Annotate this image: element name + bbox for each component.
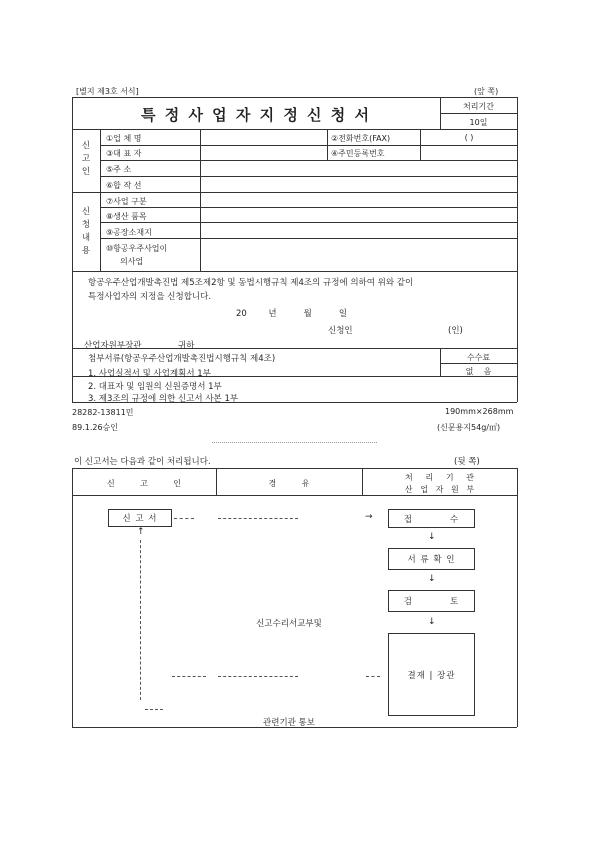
fee-value: 없 음 (465, 367, 492, 376)
flow-decision-box: 결재 | 장관 (388, 633, 475, 716)
address-label: ⑤주 소 (106, 165, 132, 174)
flow-check-box: 서 류 확 인 (388, 548, 475, 570)
factory-location-label: ⑨공장소재지 (106, 228, 152, 237)
flow-review-box: 검 토 (388, 590, 475, 612)
front-side-label: (앞 쪽) (474, 87, 499, 96)
statement-line-2: 특정사업자의 지정을 신청합니다. (88, 292, 212, 302)
partnership-label: ⑥합 작 선 (106, 181, 142, 190)
attachments-heading: 첨부서류(항공우주산업개발촉진법시행규칙 제4조) (88, 354, 276, 364)
addressee-honorific: 귀하 (178, 341, 195, 351)
phone-field[interactable]: ( ) (464, 133, 474, 142)
col-reporter: 신 고 인 (106, 479, 182, 488)
partnership-field[interactable] (201, 177, 517, 191)
col-agency-dept: 산 업 자 원 부 (404, 485, 475, 494)
processing-period-value: 10일 (469, 118, 488, 127)
form-code: 28282-13811민 (72, 408, 134, 417)
col-agency: 처 리 기 관 (404, 473, 475, 482)
company-name-label: ①업 체 명 (106, 134, 142, 143)
product-label: ⑧생산 품목 (106, 212, 147, 221)
attachment-item: 1. 사업실적서 및 사업계획서 1부 (88, 369, 211, 379)
fee-label: 수수료 (466, 353, 491, 362)
seal-mark: (인) (448, 326, 463, 336)
resident-number-field[interactable] (421, 146, 517, 159)
route-note: 신고수리서교부및 (256, 619, 322, 629)
back-side-label: (뒷 쪽) (454, 457, 480, 467)
phone-label: ②전화번호(FAX) (331, 134, 391, 143)
arrow-right-icon: → (365, 512, 373, 522)
approval-date: 89.1.26승인 (72, 423, 118, 432)
arrow-up-icon: ↑ (137, 527, 145, 537)
flow-receipt-box: 접 수 (388, 509, 475, 528)
aerospace-business-label: ⑩항공우주사업이 의사업 (106, 244, 168, 266)
product-field[interactable] (201, 208, 517, 221)
applicant-label: 신청인 (328, 326, 353, 336)
paper-size: 190mm×268mm (445, 407, 514, 416)
aerospace-business-field[interactable] (201, 239, 517, 270)
request-section-label: 신 청 내 용 (81, 207, 91, 256)
col-route: 경 유 (268, 479, 310, 488)
resident-number-label: ④주민등록번호 (331, 149, 385, 158)
attachment-item: 3. 제3조의 규정에 의한 신고서 사본 1부 (88, 394, 239, 404)
company-name-field[interactable] (201, 130, 326, 144)
attachment-item: 2. 대표자 및 임원의 신원증명서 1부 (88, 382, 222, 392)
business-type-field[interactable] (201, 193, 517, 206)
fold-line (212, 442, 377, 443)
form-number: [별지 제3호 서식] (76, 87, 139, 96)
statement-line-1: 항공우주산업개발촉진법 제5조제2항 및 동법시행규칙 제4조의 규정에 의하여 위와 같이 (88, 278, 414, 288)
flow-report-box: 신 고 서 (108, 509, 172, 527)
reporter-section-label: 신 고 인 (81, 141, 91, 177)
arrow-down-icon: ↓ (428, 617, 436, 627)
paper-spec: (신문용지54g/㎡) (437, 423, 501, 432)
factory-location-field[interactable] (201, 223, 517, 237)
arrow-down-icon: ↓ (428, 532, 436, 542)
application-date[interactable]: 20 년 월 일 (236, 309, 348, 319)
representative-label: ③대 표 자 (106, 149, 142, 158)
form-title: 특 정 사 업 자 지 정 신 청 서 (141, 106, 371, 124)
business-type-label: ⑦사업 구분 (106, 197, 147, 206)
processing-period-label: 처리기간 (463, 102, 494, 111)
arrow-down-icon: ↓ (428, 574, 436, 584)
address-field[interactable] (201, 161, 517, 175)
back-intro: 이 신고서는 다음과 같이 처리됩니다. (74, 457, 211, 467)
representative-field[interactable] (201, 146, 326, 159)
addressee: 산업자원부장관 (84, 341, 142, 351)
route-note-bottom: 관련기관 통보 (263, 718, 315, 728)
